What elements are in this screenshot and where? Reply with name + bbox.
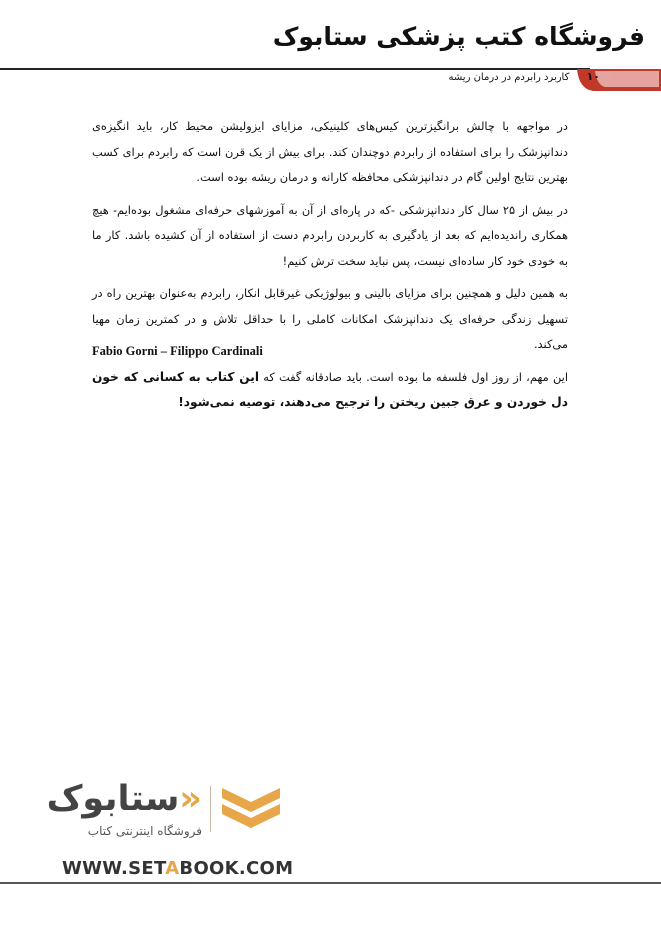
logo-subtitle: فروشگاه اینترنتی کتاب [87, 824, 202, 838]
paragraph-3: به همین دلیل و همچنین برای مزایای بالینی و بیولوژیکی غیرقابل انکار، رابردم به‌عنوان بهترین راه در تسهیل زندگی حرفه‌ای یک دندانپزشک امکانات کاملی را با حداقل تلاش و در کمترین زمان مهیا می‌کند. [92, 286, 568, 351]
paragraph-4-normal: این مهم، از روز اول فلسفه ما بوده است. باید صادقانه گفت که [259, 369, 568, 384]
paragraph-1: در مواجهه با چالش برانگیزترین کیس‌های کلینیکی، مزایای ایزولیشن محیط کار، باید انگیزه‌ی دندانپزشک را برای استفاده از رابردم دوچندان کند. برای بیش از یک قرن است که رابردم برای کسب بهترین نتایج اولین گام در دندانپزشکی محافظه کارانه و درمان ریشه بوده است. [92, 119, 568, 184]
body-text [92, 114, 568, 423]
logo-divider [210, 786, 211, 832]
footer-rule [0, 882, 661, 884]
paragraph-2: در بیش از ۲۵ سال کار دندانپزشکی -که در پاره‌ای از آن به آموزشهای حرفه‌ای مشغول بوده‌ایم- هیچ همکاری راندیده‌ایم که بعد از یادگیری به کاربردن رابردم دست از استفاده از آن کشیده باشد. کار ما به خودی خود کار ساده‌ای نیست، پس نباید سخت ترش کنیم! [92, 202, 568, 268]
logo-wordmark: «ستابوک [46, 779, 202, 819]
setabook-logo [46, 779, 302, 850]
chevron-logo-icon [220, 784, 282, 834]
running-header [250, 70, 600, 83]
author-signature: Fabio Gorni – Filippo Cardinali [92, 344, 263, 358]
paragraph-4 [92, 365, 568, 416]
paragraph-4-bold: این کتاب به کسانی که خون دل خوردن و عرق جبین ریختن را ترجیح می‌دهند، توصیه نمی‌شود! [92, 369, 568, 409]
store-title: فروشگاه کتب پزشکی ستابوک [272, 22, 645, 51]
page-number: ۱۰ [586, 70, 600, 83]
website-url[interactable]: WWW.SETABOOK.COM [62, 858, 294, 879]
chapter-title: کاربرد رابردم در درمان ریشه [448, 72, 570, 83]
